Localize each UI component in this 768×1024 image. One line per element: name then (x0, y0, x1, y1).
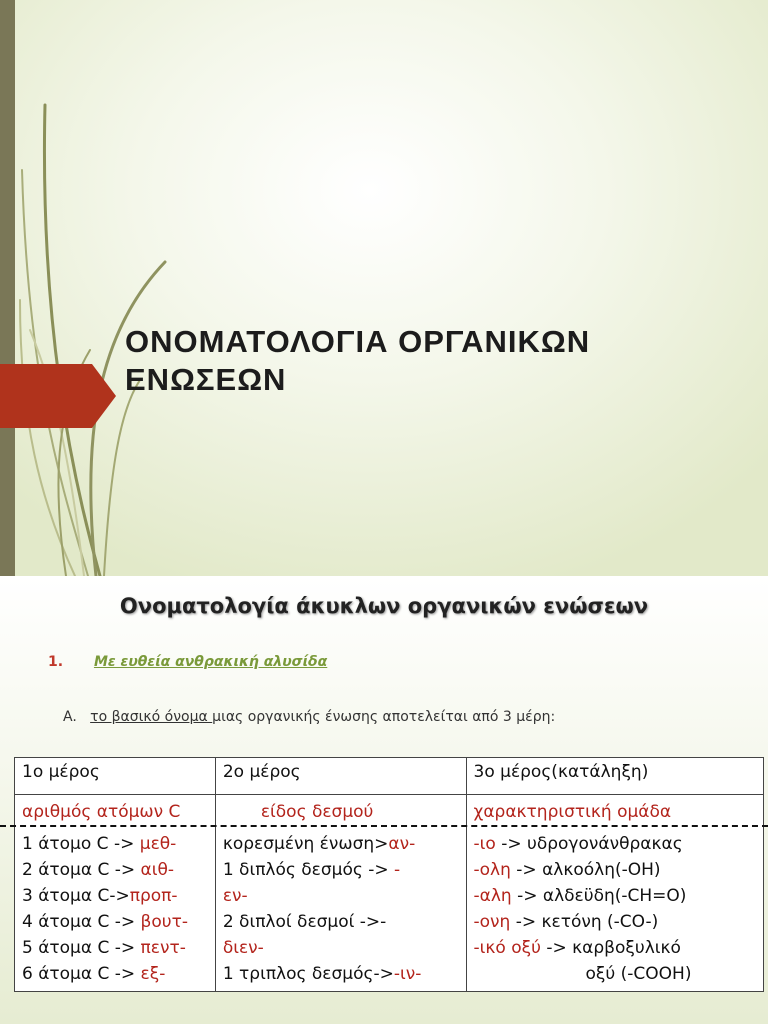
slide-title: ΟΝΟΜΑΤΟΛΟΓΙΑ ΟΡΓΑΝΙΚΩΝ ΕΝΩΣΕΩΝ (125, 324, 591, 397)
line-suffix: αν- (388, 834, 416, 854)
paragraph-rest: μιας οργανικής ένωσης αποτελείται από 3 μέρη: (212, 709, 556, 725)
numbered-list-item (48, 654, 327, 670)
col3-subheader: χαρακτηριστική ομάδα (473, 802, 672, 822)
line-text: 1 διπλός δεσμός -> (222, 860, 395, 880)
content-slide (0, 576, 768, 1024)
line-prefix: βουτ- (140, 912, 189, 932)
line-text: 5 άτομα C -> (22, 938, 141, 958)
table-line (22, 831, 208, 857)
table-line (474, 883, 756, 909)
line-text: -> κετόνη (-CO-) (510, 912, 659, 932)
line-text: 1 τριπλος δεσμός-> (222, 964, 394, 984)
line-suffix: -ιν- (393, 964, 422, 984)
line-suffix: -ικό οξύ (473, 938, 541, 958)
table-line (223, 857, 459, 883)
table-line (22, 935, 208, 961)
line-text: 4 άτομα C -> (22, 912, 141, 932)
line-prefix: αιθ- (140, 860, 175, 880)
table-line (474, 909, 756, 935)
line-prefix: μεθ- (139, 834, 177, 854)
col1-subheader: αριθμός ατόμων C (22, 802, 181, 822)
col2-subheader: είδος δεσμού (260, 802, 374, 822)
list-item-text: Με ευθεία ανθρακική αλυσίδα (93, 654, 328, 670)
line-text: 1 άτομο C -> (22, 834, 140, 854)
header-cell: 3ο μέρος(κατάληξη) (466, 758, 763, 795)
nomenclature-table (14, 757, 764, 992)
line-text: -> αλδεϋδη(-CH=O) (511, 886, 687, 906)
table-line: οξύ (-COOH) (585, 964, 692, 984)
title-tag-arrow (0, 364, 116, 428)
table-line: 2 διπλοί δεσμοί ->- (222, 912, 387, 932)
header-cell: 1ο μέρος (15, 758, 216, 795)
line-suffix: - (394, 860, 401, 880)
table-line (22, 961, 208, 987)
line-text: 6 άτομα C -> (22, 964, 141, 984)
table-line: εν- (222, 886, 248, 906)
line-suffix: -αλη (473, 886, 512, 906)
table-line (223, 831, 459, 857)
table-line (22, 909, 208, 935)
table-line (22, 857, 208, 883)
line-text: -> αλκοόλη(-ΟΗ) (510, 860, 661, 880)
line-text: -> καρβοξυλικό (540, 938, 681, 958)
line-suffix: -ονη (473, 912, 511, 932)
line-text: 3 άτομα C-> (22, 886, 130, 906)
table-line (474, 935, 756, 961)
table-header-row (15, 758, 764, 795)
line-prefix: προπ- (129, 886, 178, 906)
line-prefix: εξ- (140, 964, 166, 984)
paragraph-a (63, 709, 555, 725)
list-number: 1. (48, 654, 64, 670)
line-suffix: -ολη (473, 860, 511, 880)
slide-subtitle: Ονοματολογία άκυκλων οργανικών ενώσεων (119, 594, 649, 618)
line-suffix: -ιο (473, 834, 496, 854)
table-line (223, 961, 459, 987)
line-text: 2 άτομα C -> (22, 860, 141, 880)
paragraph-marker: A. (63, 709, 77, 725)
line-prefix: πεντ- (140, 938, 186, 958)
paragraph-underlined: το βασικό όνομα (90, 709, 213, 725)
dashed-divider (0, 825, 768, 827)
table-line: διεν- (222, 938, 264, 958)
header-cell: 2ο μέρος (215, 758, 466, 795)
table-line (474, 857, 756, 883)
line-text: -> υδρογονάνθρακας (495, 834, 683, 854)
table-line (22, 883, 208, 909)
table-line (474, 831, 756, 857)
line-text: κορεσμένη ένωση> (222, 834, 389, 854)
grass-decoration (0, 0, 180, 576)
